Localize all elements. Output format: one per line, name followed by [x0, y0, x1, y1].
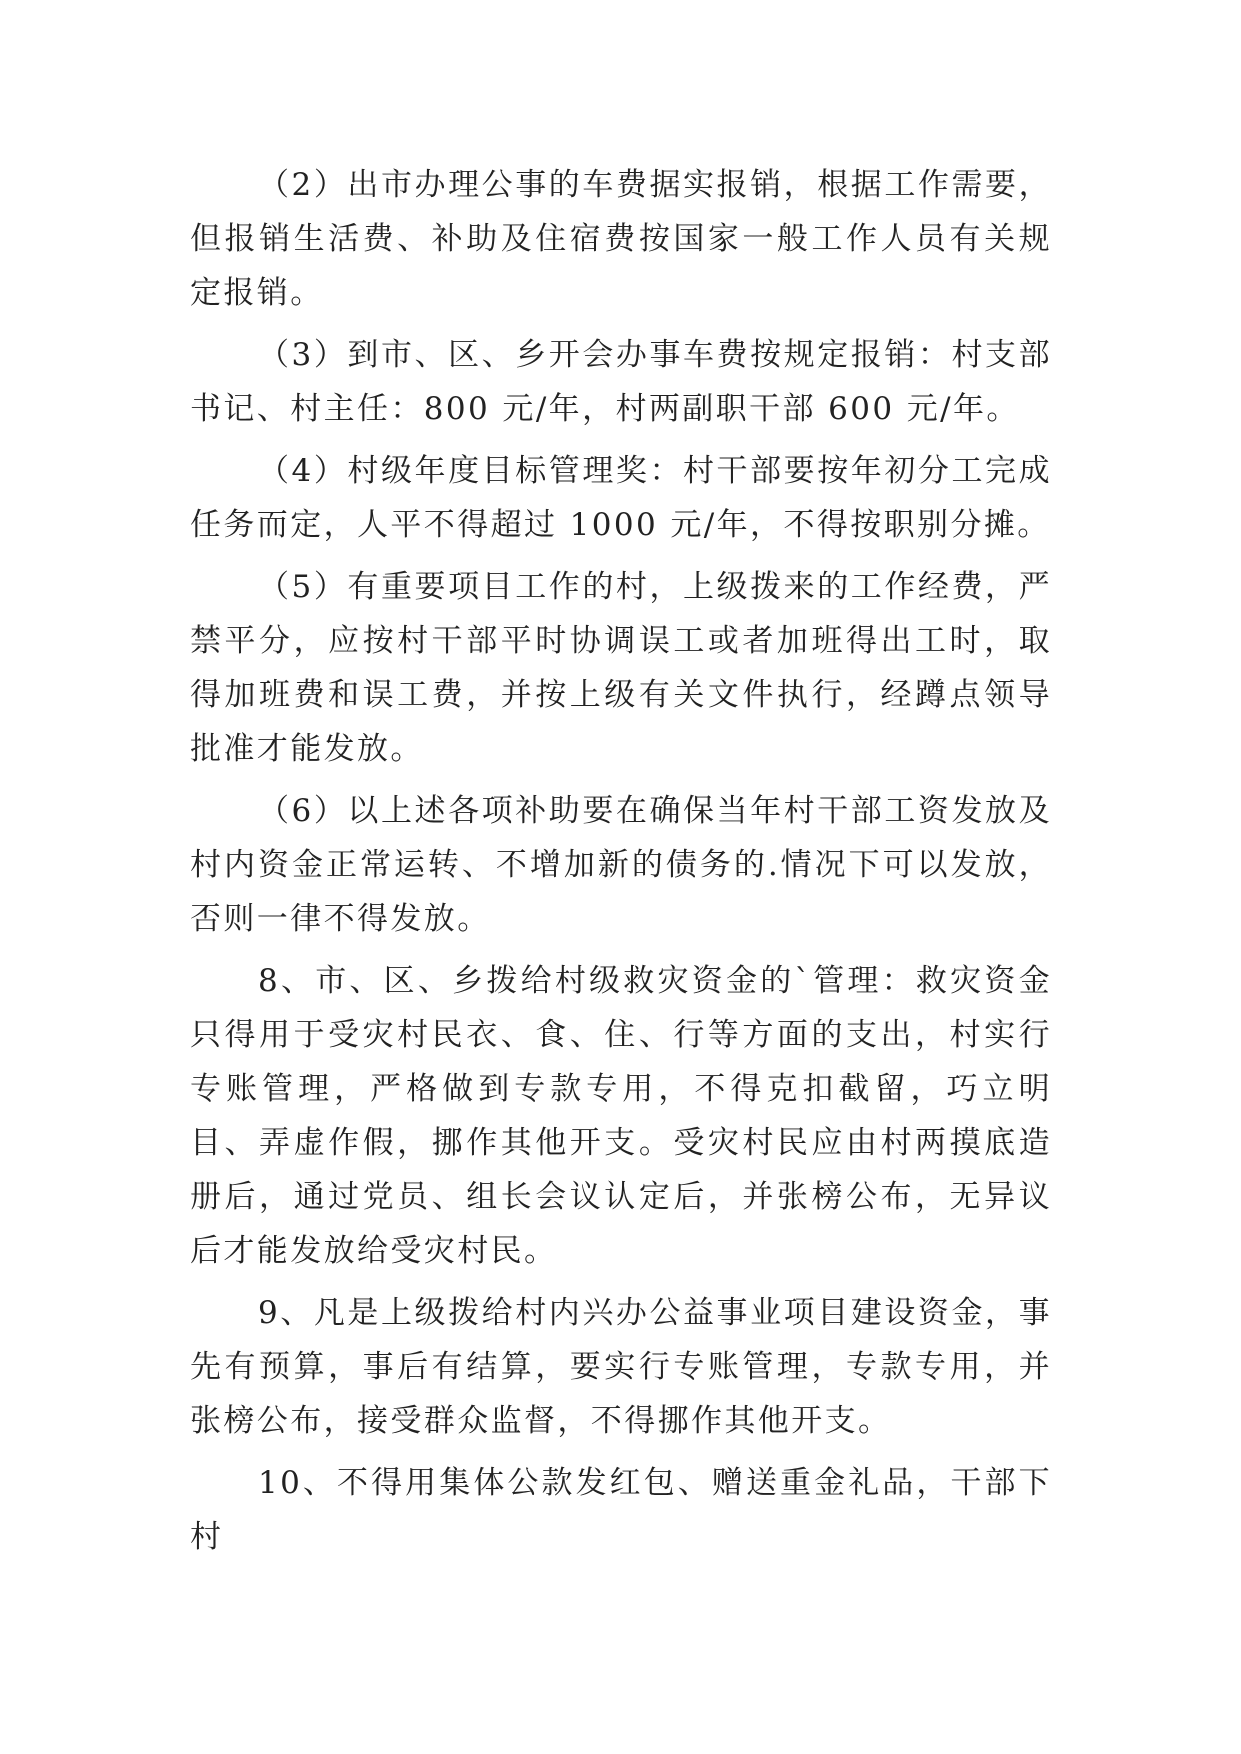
paragraph-item-2-travel: （2）出市办理公事的车费据实报销，根据工作需要，但报销生活费、补助及住宿费按国家一般工作人员有关规定报销。	[190, 167, 1052, 311]
paragraph-item-5-project-funds: （5）有重要项目工作的村，上级拨来的工作经费，严禁平分，应按村干部平时协调误工或者加班得出工时，取得加班费和误工费，并按上级有关文件执行，经蹲点领导批准才能发放。	[190, 569, 1052, 767]
paragraph-item-8-disaster-relief: 8、市、区、乡拨给村级救灾资金的`管理：救灾资金只得用于受灾村民衣、食、住、行等方面的支出，村实行专账管理，严格做到专款专用，不得克扣截留，巧立明目、弄虚作假，挪作其他开支。受灾村民应由村两摸底造册后，通过党员、组长会议认定后，并张榜公布，无异议后才能发放给受灾村民。	[190, 963, 1052, 1269]
paragraph-item-9-public-welfare: 9、凡是上级拨给村内兴办公益事业项目建设资金，事先有预算，事后有结算，要实行专账管理，专款专用，并张榜公布，接受群众监督，不得挪作其他开支。	[190, 1295, 1052, 1439]
paragraph-item-10-gifts: 10、不得用集体公款发红包、赠送重金礼品，干部下村	[190, 1465, 1052, 1555]
paragraph-item-4-target-award: （4）村级年度目标管理奖：村干部要按年初分工完成任务而定，人平不得超过 1000 元/年，不得按职别分摊。	[190, 453, 1052, 543]
document-body	[190, 158, 1052, 1572]
paragraph-item-6-subsidy-condition: （6）以上述各项补助要在确保当年村干部工资发放及村内资金正常运转、不增加新的债务的.情况下可以发放，否则一律不得发放。	[190, 793, 1052, 937]
paragraph-item-3-meeting-expense: （3）到市、区、乡开会办事车费按规定报销：村支部书记、村主任：800 元/年，村两副职干部 600 元/年。	[190, 337, 1052, 427]
